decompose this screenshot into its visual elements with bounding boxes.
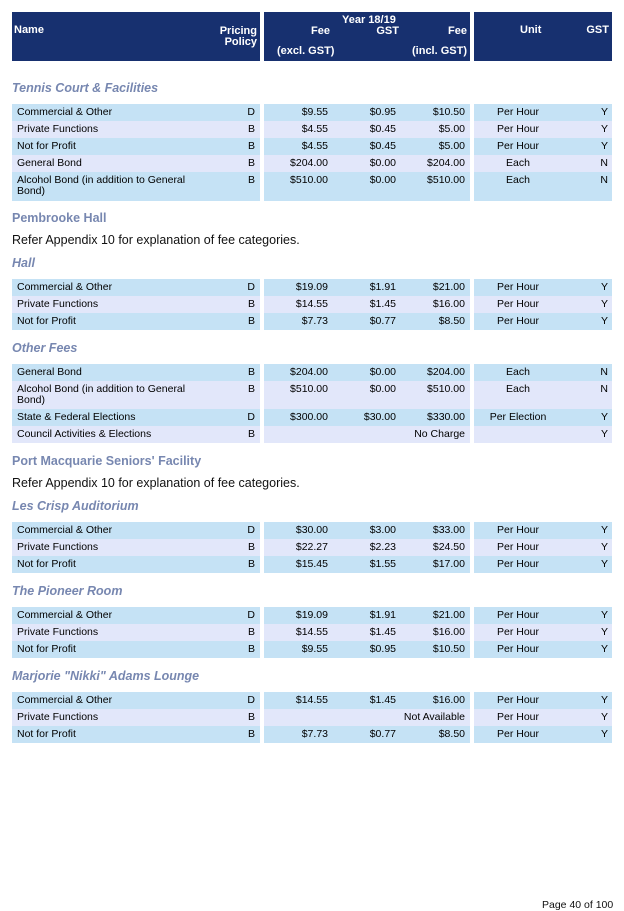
row-name: Commercial & Other (17, 524, 113, 536)
row-fee-incl: $17.00 (432, 558, 465, 570)
header-unit: Unit (520, 24, 542, 36)
row-fee: $14.55 (295, 694, 328, 706)
row-fee: $204.00 (290, 157, 328, 169)
row-fee: $19.09 (295, 609, 328, 621)
row-policy: B (247, 428, 255, 440)
row-fee-incl: $330.00 (427, 411, 465, 423)
row-policy: B (247, 728, 255, 740)
row-gst-flag: Y (600, 140, 608, 152)
row-gst-flag: Y (600, 558, 608, 570)
row-gst-flag: Y (600, 609, 608, 621)
row-fee: $4.55 (301, 140, 328, 152)
row-gst: $0.45 (369, 123, 396, 135)
row-gst-flag: Y (600, 315, 608, 327)
row-unit: Per Hour (496, 123, 539, 135)
row-policy: D (247, 524, 255, 536)
row-gst-flag: N (600, 366, 608, 378)
header-unit-block (474, 12, 612, 61)
row-fee-incl: $10.50 (432, 643, 465, 655)
row-gst: $0.45 (369, 140, 396, 152)
row-fee-incl: $21.00 (432, 281, 465, 293)
row-fee-incl: $204.00 (427, 157, 465, 169)
row-policy: D (247, 694, 255, 706)
row-gst: $0.77 (369, 728, 396, 740)
row-fee-note: No Charge (414, 428, 465, 440)
table-row (0, 692, 624, 709)
section-title-pioneer: The Pioneer Room (12, 584, 123, 598)
row-gst-flag: Y (600, 643, 608, 655)
row-unit: Each (506, 366, 530, 378)
row-unit: Each (506, 157, 530, 169)
row-gst: $0.00 (369, 383, 396, 395)
row-name: General Bond (17, 366, 82, 378)
row-fee: $22.27 (295, 541, 328, 553)
row-fee: $14.55 (295, 626, 328, 638)
table-row (0, 155, 624, 172)
section-note-pembrooke: Refer Appendix 10 for explanation of fee categories. (12, 233, 300, 247)
row-unit: Per Hour (496, 609, 539, 621)
table-row (0, 121, 624, 138)
row-policy: B (247, 298, 255, 310)
header-excl: (excl. GST) (277, 45, 335, 57)
row-gst-flag: Y (600, 428, 608, 440)
table-row (0, 279, 624, 296)
header-name: Name (14, 24, 44, 36)
section-title-lescrisp: Les Crisp Auditorium (12, 499, 139, 513)
table-row (0, 641, 624, 658)
header-name-block (12, 12, 260, 61)
row-fee-note: Not Available (403, 711, 465, 723)
row-unit: Each (506, 383, 530, 395)
row-fee-incl: $5.00 (438, 123, 465, 135)
row-gst: $1.45 (369, 694, 396, 706)
row-name: General Bond (17, 157, 82, 169)
row-fee: $19.09 (295, 281, 328, 293)
row-gst: $1.91 (369, 609, 396, 621)
row-fee: $15.45 (295, 558, 328, 570)
row-name: Commercial & Other (17, 609, 113, 621)
section-title-hall: Hall (12, 256, 35, 270)
row-gst: $2.23 (369, 541, 396, 553)
header-incl: (incl. GST) (412, 45, 467, 57)
table-row (0, 313, 624, 330)
table-row (0, 522, 624, 539)
table-row (0, 104, 624, 121)
row-gst: $0.95 (369, 106, 396, 118)
row-policy: B (247, 174, 255, 186)
row-fee-incl: $8.50 (438, 728, 465, 740)
row-gst-flag: Y (600, 298, 608, 310)
row-fee: $14.55 (295, 298, 328, 310)
row-policy: B (247, 315, 255, 327)
section-title-other: Other Fees (12, 341, 78, 355)
row-name: Private Functions (17, 298, 99, 310)
page-number: Page 40 of 100 (542, 899, 614, 911)
row-fee: $204.00 (290, 366, 328, 378)
section-note-seniors: Refer Appendix 10 for explanation of fee categories. (12, 476, 300, 490)
row-name: Private Functions (17, 626, 99, 638)
row-unit: Per Hour (496, 626, 539, 638)
row-gst: $30.00 (363, 411, 396, 423)
table-row (0, 726, 624, 743)
row-unit: Per Hour (496, 524, 539, 536)
row-gst: $1.45 (369, 298, 396, 310)
row-gst: $0.95 (369, 643, 396, 655)
row-fee-incl: $510.00 (427, 383, 465, 395)
row-policy: B (247, 711, 255, 723)
row-gst: $0.00 (369, 366, 396, 378)
row-policy: D (247, 411, 255, 423)
section-title-pembrooke: Pembrooke Hall (12, 211, 107, 225)
table-row (0, 381, 624, 409)
row-unit: Per Hour (496, 140, 539, 152)
row-unit: Per Hour (496, 694, 539, 706)
row-name: Commercial & Other (17, 694, 113, 706)
row-gst-flag: N (600, 383, 608, 395)
table-row (0, 296, 624, 313)
row-unit: Per Hour (496, 298, 539, 310)
row-name: Private Functions (17, 541, 99, 553)
row-name: Not for Profit (17, 728, 76, 740)
row-gst-flag: Y (600, 694, 608, 706)
row-name: Alcohol Bond (in addition to General Bond) (17, 383, 186, 406)
row-fee-incl: $510.00 (427, 174, 465, 186)
row-policy: B (247, 558, 255, 570)
row-gst: $1.91 (369, 281, 396, 293)
row-unit: Per Hour (496, 315, 539, 327)
table-row (0, 607, 624, 624)
row-unit: Each (506, 174, 530, 186)
row-policy: B (247, 366, 255, 378)
row-fee-incl: $16.00 (432, 694, 465, 706)
row-gst-flag: N (600, 174, 608, 186)
table-row (0, 709, 624, 726)
row-unit: Per Hour (496, 711, 539, 723)
table-row (0, 138, 624, 155)
row-fee-incl: $8.50 (438, 315, 465, 327)
row-name: State & Federal Elections (17, 411, 136, 423)
row-unit: Per Hour (496, 541, 539, 553)
row-policy: B (247, 157, 255, 169)
row-unit: Per Hour (496, 728, 539, 740)
section-title-seniors: Port Macquarie Seniors' Facility (12, 454, 202, 468)
row-policy: B (247, 383, 255, 395)
row-fee-incl: $24.50 (432, 541, 465, 553)
row-gst-flag: Y (600, 524, 608, 536)
row-gst-flag: Y (600, 123, 608, 135)
header-fee-block (264, 12, 470, 61)
row-name: Commercial & Other (17, 106, 113, 118)
row-gst-flag: Y (600, 728, 608, 740)
row-gst: $3.00 (369, 524, 396, 536)
table-row (0, 172, 624, 201)
table-row (0, 364, 624, 381)
row-fee-incl: $16.00 (432, 626, 465, 638)
row-fee: $9.55 (301, 106, 328, 118)
table-row (0, 539, 624, 556)
header-fee: Fee (311, 25, 330, 37)
row-fee: $9.55 (301, 643, 328, 655)
row-fee: $510.00 (290, 174, 328, 186)
row-name: Not for Profit (17, 643, 76, 655)
row-gst-flag: Y (600, 711, 608, 723)
row-unit: Per Hour (496, 643, 539, 655)
row-fee-incl: $16.00 (432, 298, 465, 310)
table-row (0, 556, 624, 573)
row-gst-flag: Y (600, 106, 608, 118)
row-gst: $0.77 (369, 315, 396, 327)
row-policy: B (247, 123, 255, 135)
header-fee-incl: Fee (448, 25, 467, 37)
row-gst: $1.45 (369, 626, 396, 638)
row-policy: D (247, 281, 255, 293)
table-row (0, 624, 624, 641)
row-unit: Per Election (489, 411, 547, 423)
row-fee-incl: $204.00 (427, 366, 465, 378)
header-gst: GST (376, 25, 399, 37)
row-fee: $7.73 (301, 728, 328, 740)
row-unit: Per Hour (496, 106, 539, 118)
row-name: Private Functions (17, 123, 99, 135)
row-policy: B (247, 541, 255, 553)
row-name: Private Functions (17, 711, 99, 723)
row-policy: B (247, 140, 255, 152)
row-unit: Per Hour (496, 281, 539, 293)
row-policy: B (247, 626, 255, 638)
row-fee: $7.73 (301, 315, 328, 327)
row-fee: $510.00 (290, 383, 328, 395)
row-gst: $0.00 (369, 174, 396, 186)
row-gst-flag: Y (600, 281, 608, 293)
row-fee: $4.55 (301, 123, 328, 135)
row-name: Commercial & Other (17, 281, 113, 293)
row-policy: B (247, 643, 255, 655)
row-fee-incl: $5.00 (438, 140, 465, 152)
row-fee: $300.00 (290, 411, 328, 423)
row-fee-incl: $21.00 (432, 609, 465, 621)
header-pricing-line1: Pricing (219, 25, 257, 37)
row-name: Not for Profit (17, 140, 76, 152)
row-gst-flag: N (600, 157, 608, 169)
section-title-tennis: Tennis Court & Facilities (12, 81, 159, 95)
row-fee-incl: $10.50 (432, 106, 465, 118)
row-gst-flag: Y (600, 541, 608, 553)
row-policy: D (247, 106, 255, 118)
header-gst2: GST (586, 24, 609, 36)
row-name: Not for Profit (17, 315, 76, 327)
row-gst-flag: Y (600, 411, 608, 423)
row-gst: $1.55 (369, 558, 396, 570)
header-pricing-line2: Policy (224, 36, 257, 48)
table-row (0, 409, 624, 426)
row-policy: D (247, 609, 255, 621)
row-gst-flag: Y (600, 626, 608, 638)
header-year: Year 18/19 (342, 14, 396, 26)
row-name: Alcohol Bond (in addition to General Bond) (17, 174, 186, 197)
row-name: Council Activities & Elections (17, 428, 152, 440)
row-gst: $0.00 (369, 157, 396, 169)
row-fee-incl: $33.00 (432, 524, 465, 536)
row-unit: Per Hour (496, 558, 539, 570)
row-fee: $30.00 (295, 524, 328, 536)
row-name: Not for Profit (17, 558, 76, 570)
section-title-marjorie: Marjorie "Nikki" Adams Lounge (12, 669, 200, 683)
table-row (0, 426, 624, 443)
